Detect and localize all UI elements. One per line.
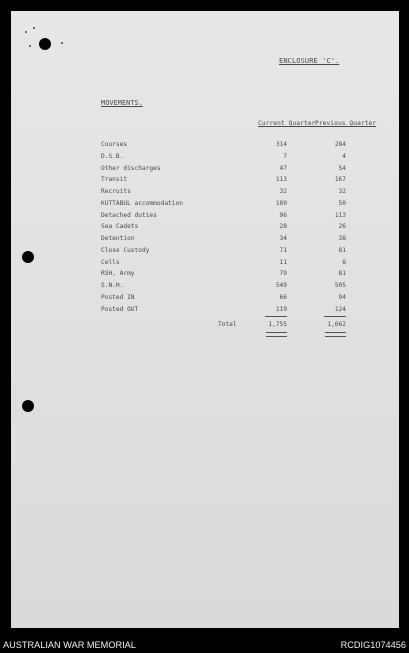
table-row bbox=[11, 212, 399, 224]
row-current-value: 32 bbox=[279, 188, 287, 195]
table-row bbox=[11, 270, 399, 282]
table-row bbox=[11, 247, 399, 259]
row-current-value: 11 bbox=[279, 258, 287, 266]
row-label: Posted OUT bbox=[101, 305, 139, 313]
table-row bbox=[11, 153, 399, 165]
table-row bbox=[11, 176, 399, 188]
table-row bbox=[11, 188, 399, 200]
section-title: MOVEMENTS. bbox=[101, 99, 143, 107]
row-previous-value: 38 bbox=[338, 235, 346, 242]
row-current-value: 79 bbox=[279, 270, 287, 278]
row-current-value: 47 bbox=[279, 164, 287, 172]
row-previous-value: 124 bbox=[334, 305, 346, 313]
paper-speck bbox=[61, 42, 63, 44]
footer-source: AUSTRALIAN WAR MEMORIAL bbox=[3, 640, 136, 650]
row-label: Posted IN bbox=[101, 293, 135, 301]
punch-hole-top bbox=[39, 38, 51, 50]
row-current-value: 113 bbox=[275, 176, 287, 184]
row-current-value: 189 bbox=[275, 199, 287, 207]
total-current: 1,755 bbox=[268, 321, 287, 328]
row-current-value: 34 bbox=[279, 235, 287, 242]
row-previous-value: 284 bbox=[334, 141, 346, 148]
table-row bbox=[11, 294, 399, 306]
row-label: Sea Cadets bbox=[101, 223, 139, 231]
table-row bbox=[11, 165, 399, 177]
paper-speck bbox=[29, 45, 31, 47]
table-row bbox=[11, 200, 399, 212]
row-previous-value: 4 bbox=[342, 152, 346, 160]
row-label: S.N.H. bbox=[101, 282, 124, 289]
current-total-double-rule bbox=[266, 332, 287, 337]
row-label: Close Custody bbox=[101, 246, 150, 254]
row-previous-value: 26 bbox=[338, 223, 346, 231]
footer-record-id: RCDIG1074456 bbox=[340, 640, 406, 650]
row-previous-value: 81 bbox=[338, 246, 346, 254]
row-previous-value: 167 bbox=[334, 176, 346, 184]
column-header-current: Current Quarter bbox=[258, 120, 316, 127]
document-page bbox=[11, 11, 399, 628]
enclosure-heading: ENCLOSURE 'C'. bbox=[279, 57, 340, 65]
total-label: Total bbox=[218, 321, 237, 328]
row-current-value: 549 bbox=[275, 282, 287, 289]
row-label: Other discharges bbox=[101, 164, 161, 172]
row-previous-value: 8 bbox=[342, 258, 346, 266]
row-label: Detention bbox=[101, 235, 135, 242]
row-current-value: 119 bbox=[275, 305, 287, 313]
current-subtotal-rule bbox=[265, 316, 287, 317]
previous-total-double-rule bbox=[325, 332, 346, 337]
punch-hole-bottom bbox=[22, 400, 34, 412]
row-label: Cells bbox=[101, 258, 120, 266]
row-label: Recruits bbox=[101, 188, 131, 195]
row-label: Detached duties bbox=[101, 211, 157, 219]
table-row bbox=[11, 282, 399, 294]
row-label: RSH, Army bbox=[101, 270, 135, 278]
row-previous-value: 94 bbox=[338, 293, 346, 301]
previous-subtotal-rule bbox=[324, 316, 346, 317]
table-row bbox=[11, 141, 399, 153]
row-current-value: 7 bbox=[283, 152, 287, 160]
row-previous-value: 505 bbox=[334, 282, 346, 289]
row-label: D.S.B. bbox=[101, 152, 124, 160]
row-current-value: 28 bbox=[279, 223, 287, 231]
row-current-value: 96 bbox=[279, 211, 287, 219]
row-current-value: 314 bbox=[275, 141, 287, 148]
total-row bbox=[11, 321, 399, 333]
table-row bbox=[11, 223, 399, 235]
row-previous-value: 32 bbox=[338, 188, 346, 195]
row-previous-value: 54 bbox=[338, 164, 346, 172]
table-row bbox=[11, 235, 399, 247]
row-previous-value: 81 bbox=[338, 270, 346, 278]
row-label: Transit bbox=[101, 176, 128, 184]
row-previous-value: 113 bbox=[334, 211, 346, 219]
paper-speck bbox=[25, 31, 27, 33]
row-current-value: 66 bbox=[279, 293, 287, 301]
footer-bar bbox=[0, 638, 409, 653]
table-row bbox=[11, 259, 399, 271]
column-header-previous: Previous Quarter bbox=[315, 120, 377, 127]
row-label: KUTTABUL accommodation bbox=[101, 199, 183, 207]
row-label: Courses bbox=[101, 141, 128, 148]
row-current-value: 71 bbox=[279, 246, 287, 254]
paper-speck bbox=[33, 27, 35, 29]
total-previous: 1,662 bbox=[327, 321, 346, 328]
row-previous-value: 50 bbox=[338, 199, 346, 207]
